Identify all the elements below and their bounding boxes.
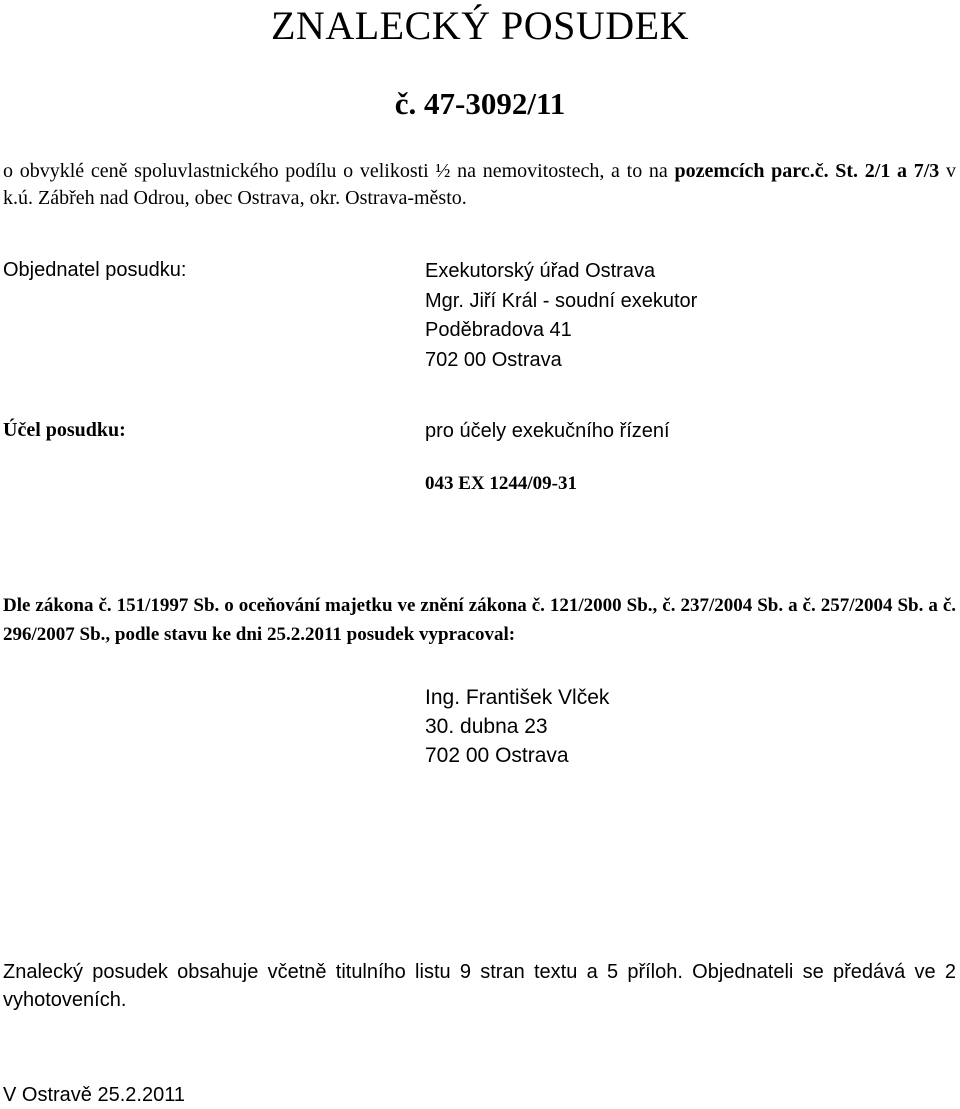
author-city: 702 00 Ostrava [425, 744, 569, 767]
author-street: 30. dubna 23 [425, 715, 548, 738]
legal-basis: Dle zákona č. 151/1997 Sb. o oceňování majetku ve znění zákona č. 121/2000 Sb., č. 237/2004 Sb. a č. 257/2004 Sb. a č. 296/2007 Sb., podle stavu ke dni 25.2.2011 posudek vypracoval: [3, 595, 956, 645]
intro-paragraph [3, 158, 956, 212]
client-line-city: 702 00 Ostrava [425, 348, 562, 371]
intro-text-before: o obvyklé ceně spoluvlastnického podílu o velikosti ½ na nemovitostech, a to na [3, 160, 675, 182]
client-line-street: Poděbradova 41 [425, 319, 572, 341]
intro-text-after: v k.ú. Zábřeh nad Odrou, obec Ostrava, okr. Ostrava-město. [3, 160, 957, 209]
client-line-executor: Mgr. Jiří Král - soudní exekutor [425, 289, 698, 312]
delivery-note: Znalecký posudek obsahuje včetně titulního listu 9 stran textu a 5 příloh. Objednateli se předává ve 2 vyhotoveních. [3, 961, 956, 1011]
purpose-label-text: Účel posudku: [3, 419, 126, 441]
purpose-text: pro účely exekučního řízení [425, 420, 670, 442]
client-line-office: Exekutorský úřad Ostrava [425, 260, 656, 282]
document-title: ZNALECKÝ POSUDEK [271, 3, 689, 48]
case-number: 043 EX 1244/09-31 [425, 473, 577, 494]
intro-bold-part: pozemcích parc.č. St. 2/1 a 7/3 [674, 160, 940, 182]
author-name: Ing. František Vlček [425, 686, 610, 709]
client-address-block [425, 257, 697, 375]
client-label: Objednatel posudku: [3, 259, 187, 281]
place-date: V Ostravě 25.2.2011 [3, 1084, 185, 1106]
purpose-label [3, 417, 126, 444]
document-number: č. 47-3092/11 [394, 86, 566, 121]
author-block [425, 683, 609, 770]
